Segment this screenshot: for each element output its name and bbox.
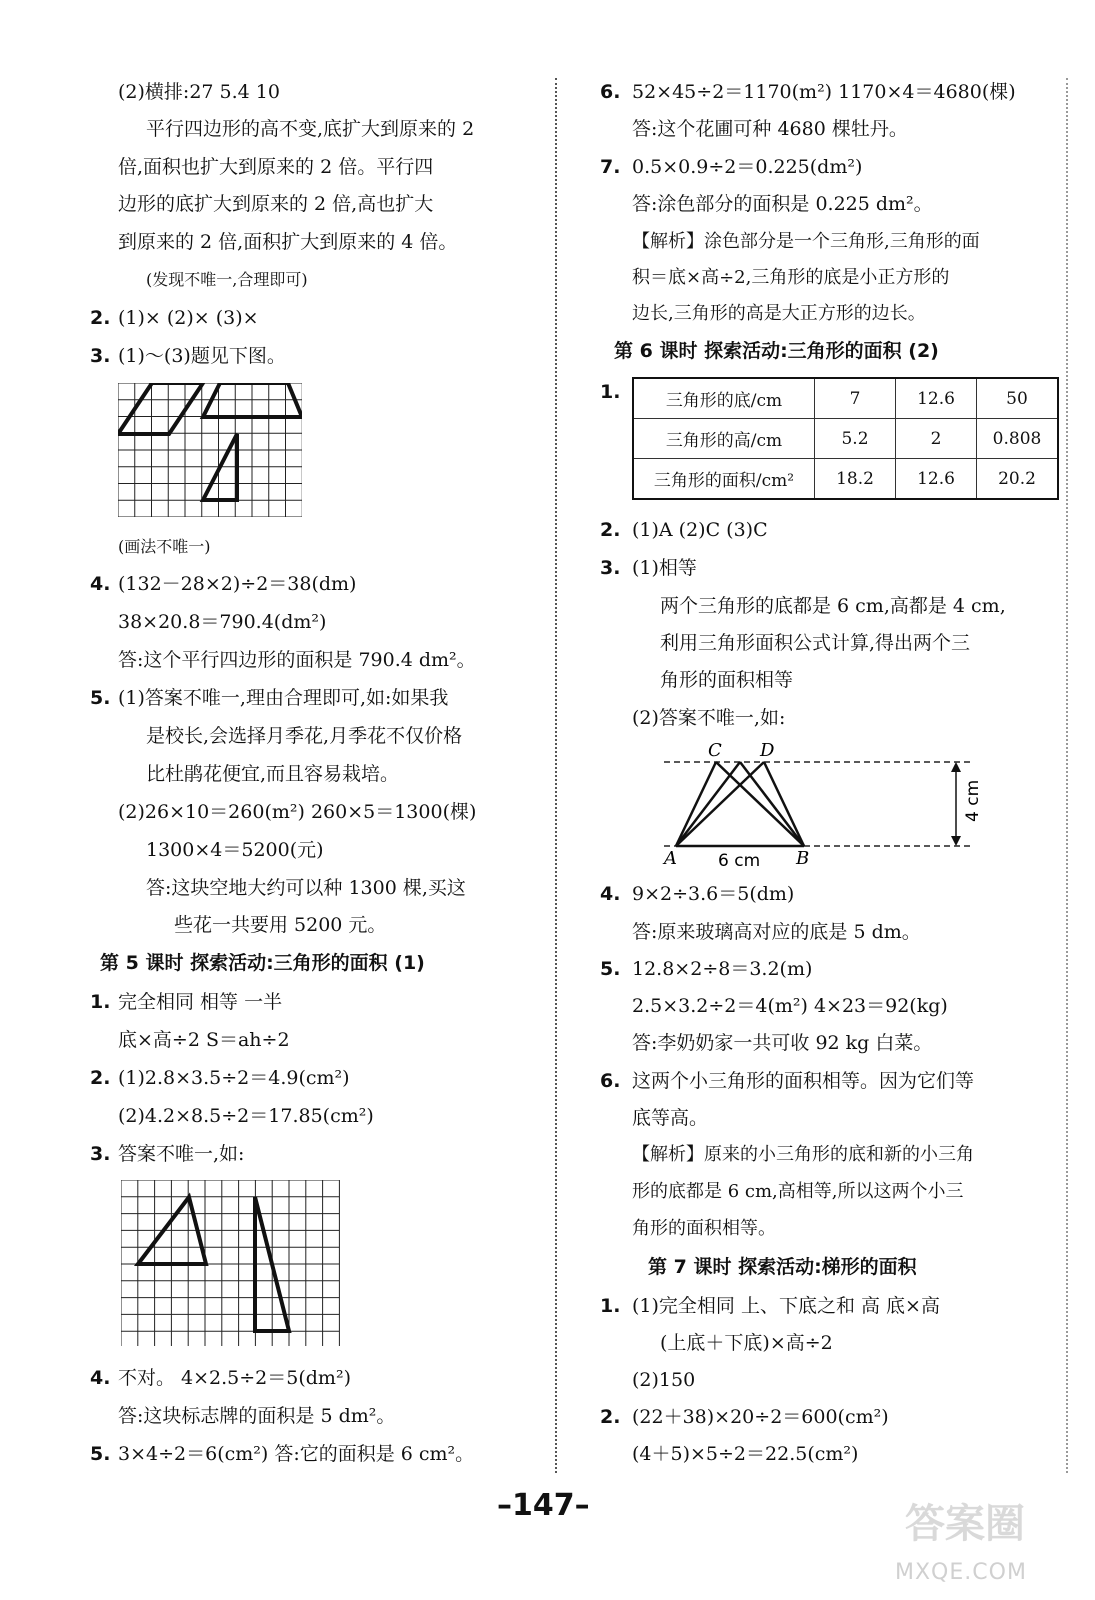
explanation-line: 【解析】原来的小三角形的底和新的小三角 (632, 1144, 974, 1165)
question-number: 6. (600, 1070, 621, 1092)
answer-line: 答:原来玻璃高对应的底是 5 dm。 (632, 921, 921, 943)
answer-line: 答:李奶奶家一共可收 92 kg 白菜。 (632, 1032, 933, 1054)
arrow-head-down (951, 836, 961, 846)
section-heading-lesson6: 第 6 课时 探索活动:三角形的面积 (2) (614, 340, 939, 362)
explanation-line: 积＝底×高÷2,三角形的底是小正方形的 (632, 267, 950, 288)
question-number: 5. (90, 687, 111, 709)
question-number: 5. (90, 1443, 111, 1465)
triangle-diagram (660, 738, 990, 870)
question-number: 3. (90, 345, 111, 367)
text-line: 比杜鹃花便宜,而且容易栽培。 (146, 763, 400, 785)
answer-line: (2)答案不唯一,如: (632, 707, 786, 729)
explanation-line: 【解析】涂色部分是一个三角形,三角形的面 (632, 231, 980, 252)
label-c: C (708, 740, 722, 761)
question-number: 4. (90, 573, 111, 595)
formula-line: (上底＋下底)×高÷2 (660, 1332, 833, 1354)
question-number: 3. (90, 1143, 111, 1165)
page-edge-divider (1066, 78, 1068, 1473)
answer-line: (1)相等 (632, 557, 697, 579)
explanation-line: 角形的面积相等。 (632, 1218, 776, 1239)
question-number: 1. (90, 991, 111, 1013)
answer-line: (1)× (2)× (3)× (118, 307, 259, 329)
text-line: (1)答案不唯一,理由合理即可,如:如果我 (118, 687, 449, 709)
answer-line: 完全相同 相等 一半 (118, 991, 283, 1013)
arrow-head-up (951, 762, 961, 772)
grid-figure-parallelograms (118, 383, 302, 517)
watermark-url: MXQE.COM (895, 1560, 1027, 1585)
calc-line: (1)2.8×3.5÷2＝4.9(cm²) (118, 1067, 350, 1089)
table-header-cell: 三角形的高/cm (633, 419, 815, 459)
question-number: 5. (600, 958, 621, 980)
question-number: 4. (600, 883, 621, 905)
explanation-line: 形的底都是 6 cm,高相等,所以这两个小三 (632, 1181, 964, 1202)
answer-line: 这两个小三角形的面积相等。因为它们等 (632, 1070, 975, 1092)
question-number: 1. (600, 1295, 621, 1317)
question-number: 3. (600, 557, 621, 579)
formula-line: 底×高÷2 S＝ah÷2 (118, 1029, 290, 1051)
table-cell: 2 (896, 419, 977, 459)
grid-figure-triangles (121, 1180, 341, 1348)
page-number: –147– (497, 1488, 590, 1523)
line-horizontal-row: (2)横排:27 5.4 10 (118, 81, 280, 103)
answer-line: 答:这块标志牌的面积是 5 dm²。 (118, 1405, 396, 1427)
label-d: D (760, 740, 775, 761)
answer-line: (1)A (2)C (3)C (632, 519, 768, 541)
answer-line: 答:涂色部分的面积是 0.225 dm²。 (632, 193, 933, 215)
answer-line: (1)完全相同 上、下底之和 高 底×高 (632, 1295, 940, 1317)
answer-line: 答案不唯一,如: (118, 1143, 245, 1165)
question-number: 1. (600, 381, 621, 403)
note: (画法不唯一) (118, 537, 211, 556)
question-number: 4. (90, 1367, 111, 1389)
calc-line: 3×4÷2＝6(cm²) 答:它的面积是 6 cm²。 (118, 1443, 475, 1465)
table-cell: 0.808 (977, 419, 1059, 459)
text-line: 是校长,会选择月季花,月季花不仅价格 (146, 725, 463, 747)
table-header-cell: 三角形的底/cm (633, 378, 815, 419)
calc-line: 38×20.8＝790.4(dm²) (118, 611, 327, 633)
calc-line: 不对。 4×2.5÷2＝5(dm²) (118, 1367, 351, 1389)
calc-line: (132－28×2)÷2＝38(dm) (118, 573, 357, 595)
calc-line: (22＋38)×20÷2＝600(cm²) (632, 1406, 889, 1428)
note: (发现不唯一,合理即可) (146, 270, 308, 289)
watermark-logo: 答案圈 (905, 1501, 1025, 1547)
label-base: 6 cm (718, 851, 761, 870)
question-number: 2. (90, 307, 111, 329)
calc-line: 0.5×0.9÷2＝0.225(dm²) (632, 156, 863, 178)
answer-line: (1)～(3)题见下图。 (118, 345, 286, 367)
calc-line: 9×2÷3.6＝5(dm) (632, 883, 795, 905)
calc-line: (4＋5)×5÷2＝22.5(cm²) (632, 1443, 859, 1465)
table-row (633, 459, 1058, 500)
calc-line: 12.8×2÷8＝3.2(m) (632, 958, 813, 980)
table-cell: 12.6 (896, 378, 977, 419)
page-number-value: 147 (512, 1488, 575, 1523)
table-header-cell: 三角形的面积/cm² (633, 459, 815, 500)
triangle-data-table (632, 377, 1059, 500)
answer-line: (2)150 (632, 1369, 696, 1391)
question-number: 7. (600, 156, 621, 178)
text-line: 到原来的 2 倍,面积扩大到原来的 4 倍。 (118, 231, 458, 253)
text-line: 两个三角形的底都是 6 cm,高都是 4 cm, (660, 595, 1006, 617)
answer-line: 答:这块空地大约可以种 1300 棵,买这 (146, 877, 466, 899)
label-b: B (796, 848, 810, 869)
answer-line: 底等高。 (632, 1107, 709, 1129)
text-line: 角形的面积相等 (660, 669, 794, 691)
column-divider (555, 78, 557, 1473)
text-line: 倍,面积也扩大到原来的 2 倍。平行四 (118, 156, 434, 178)
text-line: 利用三角形面积公式计算,得出两个三 (660, 632, 971, 654)
text-line: 边形的底扩大到原来的 2 倍,高也扩大 (118, 193, 434, 215)
explanation-line: 边长,三角形的高是大正方形的边长。 (632, 303, 926, 324)
table-cell: 12.6 (896, 459, 977, 500)
question-number: 2. (90, 1067, 111, 1089)
table-cell: 18.2 (815, 459, 896, 500)
answer-line: 答:这个平行四边形的面积是 790.4 dm²。 (118, 649, 476, 671)
text-line: 平行四边形的高不变,底扩大到原来的 2 (146, 118, 475, 140)
question-number: 2. (600, 1406, 621, 1428)
table-row (633, 419, 1058, 459)
section-heading-lesson7: 第 7 课时 探索活动:梯形的面积 (648, 1256, 917, 1278)
question-number: 2. (600, 519, 621, 541)
answer-line: 答:这个花圃可种 4680 棵牡丹。 (632, 118, 908, 140)
calc-line: (2)4.2×8.5÷2＝17.85(cm²) (118, 1105, 374, 1127)
calc-line: 52×45÷2＝1170(m²) 1170×4＝4680(棵) (632, 81, 1016, 103)
calc-line: (2)26×10＝260(m²) 260×5＝1300(棵) (118, 801, 477, 823)
answer-line: 些花一共要用 5200 元。 (174, 914, 387, 936)
table-cell: 50 (977, 378, 1059, 419)
table-cell: 20.2 (977, 459, 1059, 500)
label-a: A (664, 848, 677, 869)
table-cell: 5.2 (815, 419, 896, 459)
table-row (633, 378, 1058, 419)
question-number: 6. (600, 81, 621, 103)
calc-line: 2.5×3.2÷2＝4(m²) 4×23＝92(kg) (632, 995, 948, 1017)
table-cell: 7 (815, 378, 896, 419)
label-height: 4 cm (963, 779, 983, 822)
calc-line: 1300×4＝5200(元) (146, 839, 324, 861)
section-heading-lesson5: 第 5 课时 探索活动:三角形的面积 (1) (100, 952, 425, 974)
